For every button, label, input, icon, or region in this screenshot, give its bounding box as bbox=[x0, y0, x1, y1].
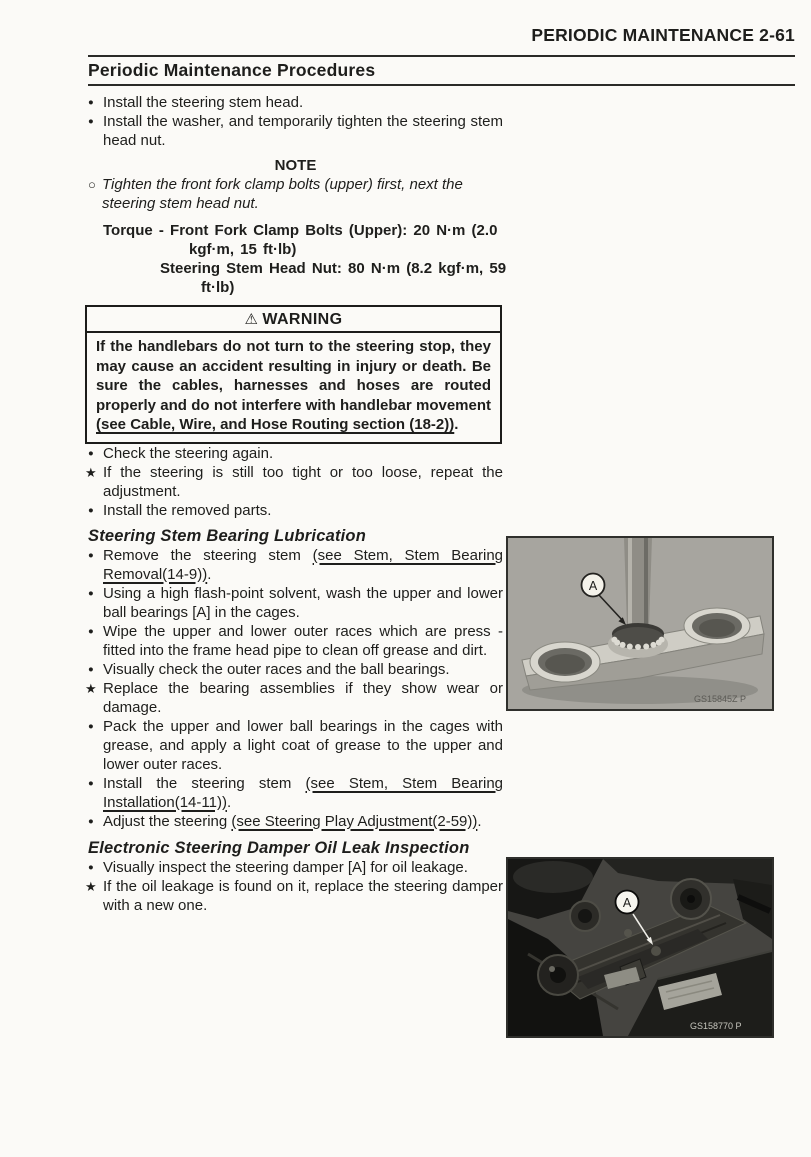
step-text: Wipe the upper and lower outer races which are press -fitted into the frame head pipe to clean off grease and dirt. bbox=[103, 622, 503, 659]
photo-code: GS158770 P bbox=[690, 1021, 742, 1031]
subsection-heading-damper: Electronic Steering Damper Oil Leak Inspection bbox=[88, 838, 470, 857]
procedure-step bbox=[88, 774, 503, 812]
star-icon: ★ bbox=[85, 878, 97, 894]
bullet-icon: ● bbox=[88, 504, 94, 516]
bullet-icon: ● bbox=[88, 861, 94, 873]
step-text: Install the steering stem head. bbox=[103, 94, 304, 111]
cross-reference-link[interactable]: (see Stem, Stem Bearing Installation(14-11)) bbox=[103, 774, 504, 811]
bullet-icon: ● bbox=[88, 777, 94, 789]
bullet-icon: ● bbox=[88, 549, 94, 561]
header-rule bbox=[88, 55, 795, 57]
section-title: Periodic Maintenance Procedures bbox=[88, 60, 376, 80]
step-text: Install the washer, and temporarily tighten the steering stem head nut. bbox=[103, 113, 503, 149]
damper-steps bbox=[85, 858, 503, 915]
step-text: If the steering is still too tight or too loose, repeat the adjustment. bbox=[103, 463, 503, 500]
note-circle-icon: ○ bbox=[88, 177, 96, 192]
warning-box bbox=[85, 305, 502, 444]
torque-line: ft·lb) bbox=[201, 279, 235, 296]
torque-line: Torque - Front Fork Clamp Bolts (Upper): 20 N·m (2.0 bbox=[103, 222, 498, 239]
procedure-step bbox=[88, 444, 503, 463]
bullet-icon: ● bbox=[88, 720, 94, 732]
step-text: . bbox=[226, 793, 232, 811]
procedure-step bbox=[88, 858, 503, 877]
procedure-step bbox=[88, 660, 503, 679]
step-text: Pack the upper and lower ball bearings in the cages with grease, and apply a light coat of grease to the upper and lower outer races. bbox=[103, 717, 503, 773]
section-title-rule bbox=[88, 84, 795, 86]
step-text: Using a high flash-point solvent, wash the upper and lower ball bearings [A] in the cages. bbox=[103, 584, 503, 621]
procedure-step bbox=[88, 546, 503, 584]
cross-reference-link[interactable]: (see Steering Play Adjustment(2-59)) bbox=[231, 812, 478, 830]
warning-body bbox=[87, 333, 500, 442]
procedure-step bbox=[88, 622, 503, 660]
note-text bbox=[88, 175, 503, 213]
star-icon: ★ bbox=[85, 464, 97, 480]
note-heading: NOTE bbox=[274, 157, 317, 174]
photo-code: GS15845Z P bbox=[694, 694, 747, 704]
procedure-step bbox=[88, 812, 503, 831]
conditional-step bbox=[85, 877, 503, 915]
bullet-icon: ● bbox=[88, 815, 94, 827]
warning-title-text: WARNING bbox=[262, 311, 343, 328]
procedure-step bbox=[88, 501, 503, 520]
step-text: Adjust the steering bbox=[103, 812, 232, 830]
bullet-icon: ● bbox=[88, 97, 94, 108]
note-body: Tighten the front fork clamp bolts (upper) first, next the steering stem head nut. bbox=[102, 176, 463, 212]
steering-stem-photo bbox=[508, 538, 772, 709]
cross-reference-link[interactable]: (see Stem, Stem Bearing Removal(14-9)) bbox=[103, 546, 503, 583]
page-header: PERIODIC MAINTENANCE 2-61 bbox=[531, 25, 795, 45]
intro-steps bbox=[88, 93, 503, 150]
bullet-icon: ● bbox=[88, 625, 94, 637]
lubrication-steps bbox=[85, 546, 504, 831]
warning-title bbox=[87, 307, 500, 333]
steering-damper-photo bbox=[508, 859, 772, 1036]
check-steps bbox=[85, 444, 503, 520]
callout-label: A bbox=[622, 896, 632, 910]
step-text: Check the steering again. bbox=[103, 444, 274, 462]
procedure-step bbox=[88, 584, 503, 622]
warning-text: If the handlebars do not turn to the steering stop, they may cause an accident resulting in injury or death. Be sure the cables, harnesses and hoses are routed properly and do not interfere with handlebar movement bbox=[96, 338, 491, 414]
torque-line: kgf·m, 15 ft·lb) bbox=[189, 241, 297, 258]
warning-text: . bbox=[454, 416, 459, 433]
step-text: Replace the bearing assemblies if they show wear or damage. bbox=[103, 679, 503, 716]
text-column bbox=[85, 93, 507, 915]
procedure-step bbox=[88, 93, 503, 112]
cross-reference-link[interactable]: (see Cable, Wire, and Hose Routing section (18-2)) bbox=[96, 416, 455, 433]
procedure-step bbox=[88, 112, 503, 150]
star-icon: ★ bbox=[85, 680, 97, 696]
bullet-icon: ● bbox=[88, 587, 94, 599]
callout-label: A bbox=[588, 579, 598, 593]
step-text: . bbox=[477, 812, 482, 830]
conditional-step bbox=[85, 679, 503, 717]
bullet-icon: ● bbox=[88, 116, 94, 127]
conditional-step bbox=[85, 463, 503, 501]
step-text: Install the steering stem bbox=[103, 774, 306, 792]
step-text: Install the removed parts. bbox=[103, 501, 272, 519]
warning-triangle-icon: ⚠ bbox=[244, 311, 259, 328]
torque-line: Steering Stem Head Nut: 80 N·m (8.2 kgf·m, 59 bbox=[160, 260, 507, 277]
torque-spec bbox=[88, 221, 507, 297]
bullet-icon: ● bbox=[88, 447, 94, 459]
step-text: . bbox=[207, 565, 212, 583]
bullet-icon: ● bbox=[88, 663, 94, 675]
step-text: If the oil leakage is found on it, replace the steering damper with a new one. bbox=[103, 877, 503, 914]
procedure-step bbox=[88, 717, 503, 774]
step-text: Visually inspect the steering damper [A] for oil leakage. bbox=[103, 858, 468, 876]
figure-steering-stem-photo bbox=[506, 536, 774, 711]
step-text: Visually check the outer races and the ball bearings. bbox=[103, 660, 450, 678]
figure-steering-damper-photo bbox=[506, 857, 774, 1038]
step-text: Remove the steering stem bbox=[103, 546, 313, 564]
subsection-heading-lubrication: Steering Stem Bearing Lubrication bbox=[88, 526, 366, 545]
